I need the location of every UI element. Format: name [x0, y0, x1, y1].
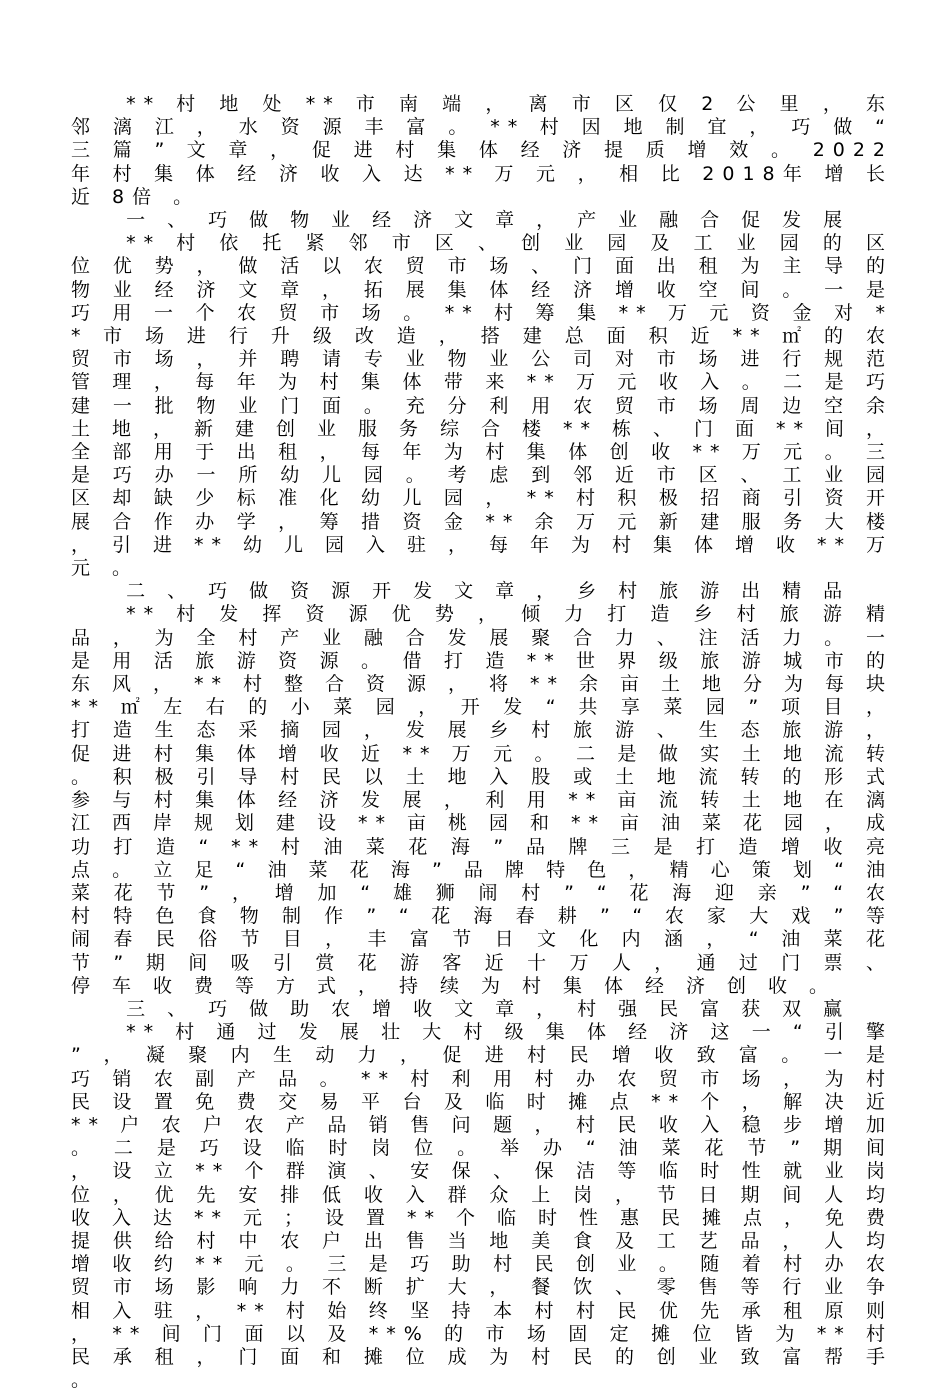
document-body [71, 93, 893, 1392]
section-heading-3: 三 、 巧 做 助 农 增 收 文 章 ， 村 强 民 富 获 双 赢 [126, 997, 851, 1020]
section-paragraph-3: ** 村 通 过 发 展 壮 大 村 级 集 体 经 济 这 一 “ 引 擎 ” ， 凝 聚 内 生 动 力 ， 促 进 村 民 增 收 致 富 。 一 是 巧 销 农 副 产 品 。 ** 村 利 用 村 办 农 贸 市 场 ， 为 村 民 设 置 免 费 交 易 平 台 及 临 时 摊 点 ** 个 ， 解 决 近 ** 户 农 户 农 产 品 销 售 问 题 ， 村 民 收 入 稳 步 增 加 。 二 是 巧 设 临 时 岗 位 。 举 办 “ 油 菜 花 节 ” 期 间 ， 设 立 ** 个 群 演 、 安 保 、 保 洁 等 临 时 性 就 业 岗 位 ， 优 先 安 排 低 收 入 群 众 上 岗 ， 节 日 期 间 人 均 收 入 达 ** 元 ； 设 置 ** 个 临 时 性 惠 民 摊 点 ， 免 费 提 供 给 村 中 农 户 出 售 当 地 美 食 及 工 艺 品 ， 人 均 增 收 约 ** 元 。 三 是 巧 助 村 民 创 业 。 随 着 村 办 农 贸 市 场 影 响 力 不 断 扩 大 ， 餐 饮 、 零 售 等 行 业 争 相 入 驻 ， ** 村 始 终 坚 持 本 村 村 民 优 先 承 租 原 则 ， ** 间 门 面 以 及 **% 的 市 场 固 定 摊 位 皆 为 ** 村 民 承 租 ， 门 面 和 摊 位 成 为 村 民 的 创 业 致 富 帮 手 。 [71, 1021, 893, 1392]
section-heading-2: 二 、 巧 做 资 源 开 发 文 章 ， 乡 村 旅 游 出 精 品 [126, 580, 851, 603]
intro-paragraph: ** 村 地 处 ** 市 南 端 ， 离 市 区 仅 2 公 里 ， 东 邻 漓 江 ， 水 资 源 丰 富 。 ** 村 因 地 制 宜 ， 巧 做 “ 三 篇 ” 文 章 ， 促 进 村 集 体 经 济 提 质 增 效 。 2022年 村 集 体 经 济 收 入 达 ** 万 元 ， 相 比 2018年 增 长 近 8倍 。 [71, 93, 894, 208]
section-paragraph-2: ** 村 发 挥 资 源 优 势 ， 倾 力 打 造 乡 村 旅 游 精 品 ， 为 全 村 产 业 融 合 发 展 聚 合 力 、 注 活 力 。 一 是 用 活 旅 游 资 源 。 借 打 造 ** 世 界 级 旅 游 城 市 的 东 风 ， ** 村 整 合 资 源 ， 将 ** 余 亩 土 地 分 为 每 块 ** ㎡ 左 右 的 小 菜 园 ， 开 发 “ 共 享 菜 园 ” 项 目 ， 打 造 生 态 采 摘 园 ， 发 展 乡 村 旅 游 、 生 态 旅 游 ， 促 进 村 集 体 增 收 近 ** 万 元 。 二 是 做 实 土 地 流 转 。 积 极 引 导 村 民 以 土 地 入 股 或 土 地 流 转 的 形 式 参 与 村 集 体 经 济 发 展 ， 利 用 ** 亩 流 转 土 地 在 漓 江 西 岸 规 划 建 设 ** 亩 桃 园 和 ** 亩 油 菜 花 园 ， 成 功 打 造 “ ** 村 油 菜 花 海 ” 品 牌 三 是 打 造 增 收 亮 点 。 立 足 “ 油 菜 花 海 ” 品 牌 特 色 ， 精 心 策 划 “ 油 菜 花 节 ” ， 增 加 “ 雄 狮 闹 村 ” “ 花 海 迎 亲 ” “ 农 村 特 色 食 物 制 作 ” “ 花 海 春 耕 ” “ 农 家 大 戏 ” 等 闹 春 民 俗 节 目 ， 丰 富 节 日 文 化 内 涵 ， “ 油 菜 花 节 ” 期 间 吸 引 赏 花 游 客 近 十 万 人 ， 通 过 门 票 、 停 车 收 费 等 方 式 ， 持 续 为 村 集 体 经 济 创 收 。 [71, 603, 894, 997]
section-heading-1: 一 、 巧 做 物 业 经 济 文 章 ， 产 业 融 合 促 发 展 [126, 209, 851, 232]
section-paragraph-1: ** 村 依 托 紧 邻 市 区 、 创 业 园 及 工 业 园 的 区 位 优 势 ， 做 活 以 农 贸 市 场 、 门 面 出 租 为 主 导 的 物 业 经 济 文 章 ， 拓 展 集 体 经 济 增 收 空 间 。 一 是 巧 用 一 个 农 贸 市 场 。 ** 村 筹 集 ** 万 元 资 金 对 ** 市 场 进 行 升 级 改 造 ， 搭 建 总 面 积 近 ** ㎡ 的 农 贸 市 场 ， 并 聘 请 专 业 物 业 公 司 对 市 场 进 行 规 范 管 理 ， 每 年 为 村 集 体 带 来 ** 万 元 收 入 。 二 是 巧 建 一 批 物 业 门 面 。 充 分 利 用 农 贸 市 场 周 边 空 余 土 地 ， 新 建 创 业 服 务 综 合 楼 ** 栋 、 门 面 ** 间 ， 全 部 用 于 出 租 ， 每 年 为 村 集 体 创 收 ** 万 元 。 三 是 巧 办 一 所 幼 儿 园 。 考 虑 到 邻 近 市 区 、 工 业 园 区 却 缺 少 标 准 化 幼 儿 园 ， ** 村 积 极 招 商 引 资 开 展 合 作 办 学 ， 筹 措 资 金 ** 余 万 元 新 建 服 务 大 楼 ， 引 进 ** 幼 儿 园 入 驻 ， 每 年 为 村 集 体 增 收 ** 万 元 。 [71, 232, 894, 580]
